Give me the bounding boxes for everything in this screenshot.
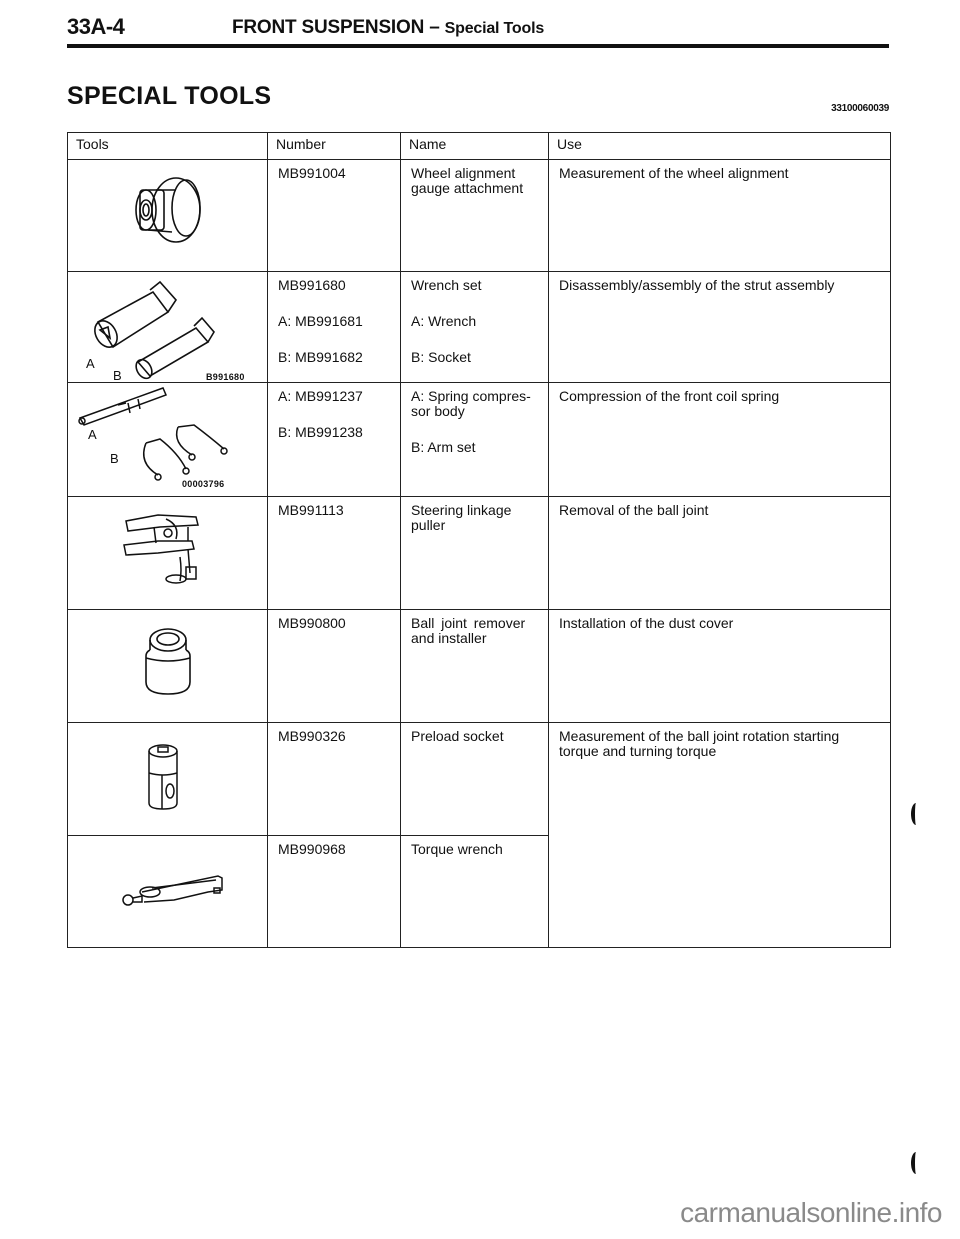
tool-illustration-cell [68, 836, 268, 948]
tool-name: Ball joint remover [411, 615, 526, 631]
tool-name: B: Arm set [411, 439, 476, 455]
tool-use: torque and turning torque [559, 743, 717, 759]
column-header-use: Use [549, 133, 891, 160]
illustration-code: B991680 [206, 372, 245, 382]
tool-number-cell [268, 383, 401, 497]
tool-name: Torque wrench [411, 841, 503, 857]
header-rule [67, 44, 889, 48]
tool-use-cell [549, 610, 891, 723]
steering-linkage-puller-icon [68, 497, 268, 609]
page-header [67, 14, 889, 46]
tool-number: MB990800 [278, 615, 346, 631]
table-row [68, 383, 891, 497]
tool-name-cell [401, 723, 549, 836]
tool-use: Disassembly/assembly of the strut assembly [559, 277, 835, 293]
table-header-row [68, 133, 891, 160]
tool-number-cell [268, 272, 401, 383]
tool-name-cell [401, 497, 549, 610]
tool-name: A: Wrench [411, 313, 477, 329]
tool-name-cell [401, 836, 549, 948]
column-header-name: Name [401, 133, 549, 160]
subsection-name: Special Tools [444, 20, 545, 37]
tool-name-cell [401, 160, 549, 272]
document-code: 33100060039 [831, 103, 889, 114]
illustration-label-a: A [88, 427, 97, 442]
tool-number: MB990326 [278, 728, 346, 744]
tool-use: Installation of the dust cover [559, 615, 734, 631]
tool-number: MB991113 [278, 502, 344, 518]
column-header-number: Number [268, 133, 401, 160]
ball-joint-remover-installer-icon [68, 610, 268, 722]
table-row [68, 610, 891, 723]
tool-illustration-cell [68, 160, 268, 272]
table-row [68, 723, 891, 836]
tool-name: Preload socket [411, 728, 504, 744]
tool-name: gauge attachment [411, 180, 524, 196]
tool-use: Removal of the ball joint [559, 502, 709, 518]
tool-use-cell [549, 497, 891, 610]
section-name: FRONT SUSPENSION [232, 17, 425, 38]
tool-number: A: MB991237 [278, 388, 363, 404]
tool-illustration-cell [68, 723, 268, 836]
illustration-label-b: B [110, 451, 119, 466]
wheel-alignment-gauge-attachment-icon [68, 160, 268, 270]
tool-number: B: MB991682 [278, 349, 363, 365]
column-header-tools: Tools [68, 133, 268, 160]
tool-use: Measurement of the wheel alignment [559, 165, 789, 181]
special-tools-table [67, 132, 891, 948]
tool-use-cell [549, 160, 891, 272]
tool-name: Wheel alignment [411, 165, 516, 181]
tool-name: Steering linkage [411, 502, 512, 518]
table-row [68, 497, 891, 610]
tool-use-cell [549, 272, 891, 383]
table-row [68, 272, 891, 383]
tool-number-cell [268, 610, 401, 723]
torque-wrench-icon [68, 836, 268, 946]
tool-use-cell [549, 383, 891, 497]
title-separator: – [429, 17, 440, 38]
tool-name-cell [401, 272, 549, 383]
section-title [232, 17, 544, 39]
tool-number: MB990968 [278, 841, 346, 857]
page-number: 33A-4 [67, 14, 125, 39]
tool-use-cell [549, 723, 891, 948]
preload-socket-icon [68, 723, 268, 835]
tool-number-cell [268, 160, 401, 272]
wrench-set-icon [68, 272, 268, 382]
tool-name: B: Socket [411, 349, 471, 365]
watermark: carmanualsonline.info [680, 1197, 942, 1228]
table-row [68, 160, 891, 272]
tool-number-cell [268, 497, 401, 610]
tool-number-cell [268, 723, 401, 836]
tool-name: puller [411, 517, 446, 533]
tool-name: and installer [411, 630, 487, 646]
illustration-label-a: A [86, 356, 95, 371]
tool-illustration-cell [68, 497, 268, 610]
page-heading: SPECIAL TOOLS [67, 82, 272, 110]
tool-name-cell [401, 383, 549, 497]
illustration-code: 00003796 [182, 479, 225, 489]
tool-illustration-cell [68, 272, 268, 383]
tool-number: A: MB991681 [278, 313, 363, 329]
tool-use: Compression of the front coil spring [559, 388, 780, 404]
tool-name-cell [401, 610, 549, 723]
tool-number: MB991004 [278, 165, 346, 181]
tool-illustration-cell [68, 610, 268, 723]
tool-number: B: MB991238 [278, 424, 363, 440]
tool-illustration-cell [68, 383, 268, 497]
binding-hole-mark [911, 803, 921, 825]
tool-number-cell [268, 836, 401, 948]
illustration-label-b: B [113, 368, 122, 383]
tool-name: Wrench set [411, 277, 482, 293]
tool-name: A: Spring compres- [411, 388, 531, 404]
tool-name: sor body [411, 403, 465, 419]
tool-use: Measurement of the ball joint rotation starting [559, 728, 840, 744]
binding-hole-mark [911, 1152, 921, 1174]
tool-number: MB991680 [278, 277, 346, 293]
spring-compressor-icon [68, 383, 268, 495]
